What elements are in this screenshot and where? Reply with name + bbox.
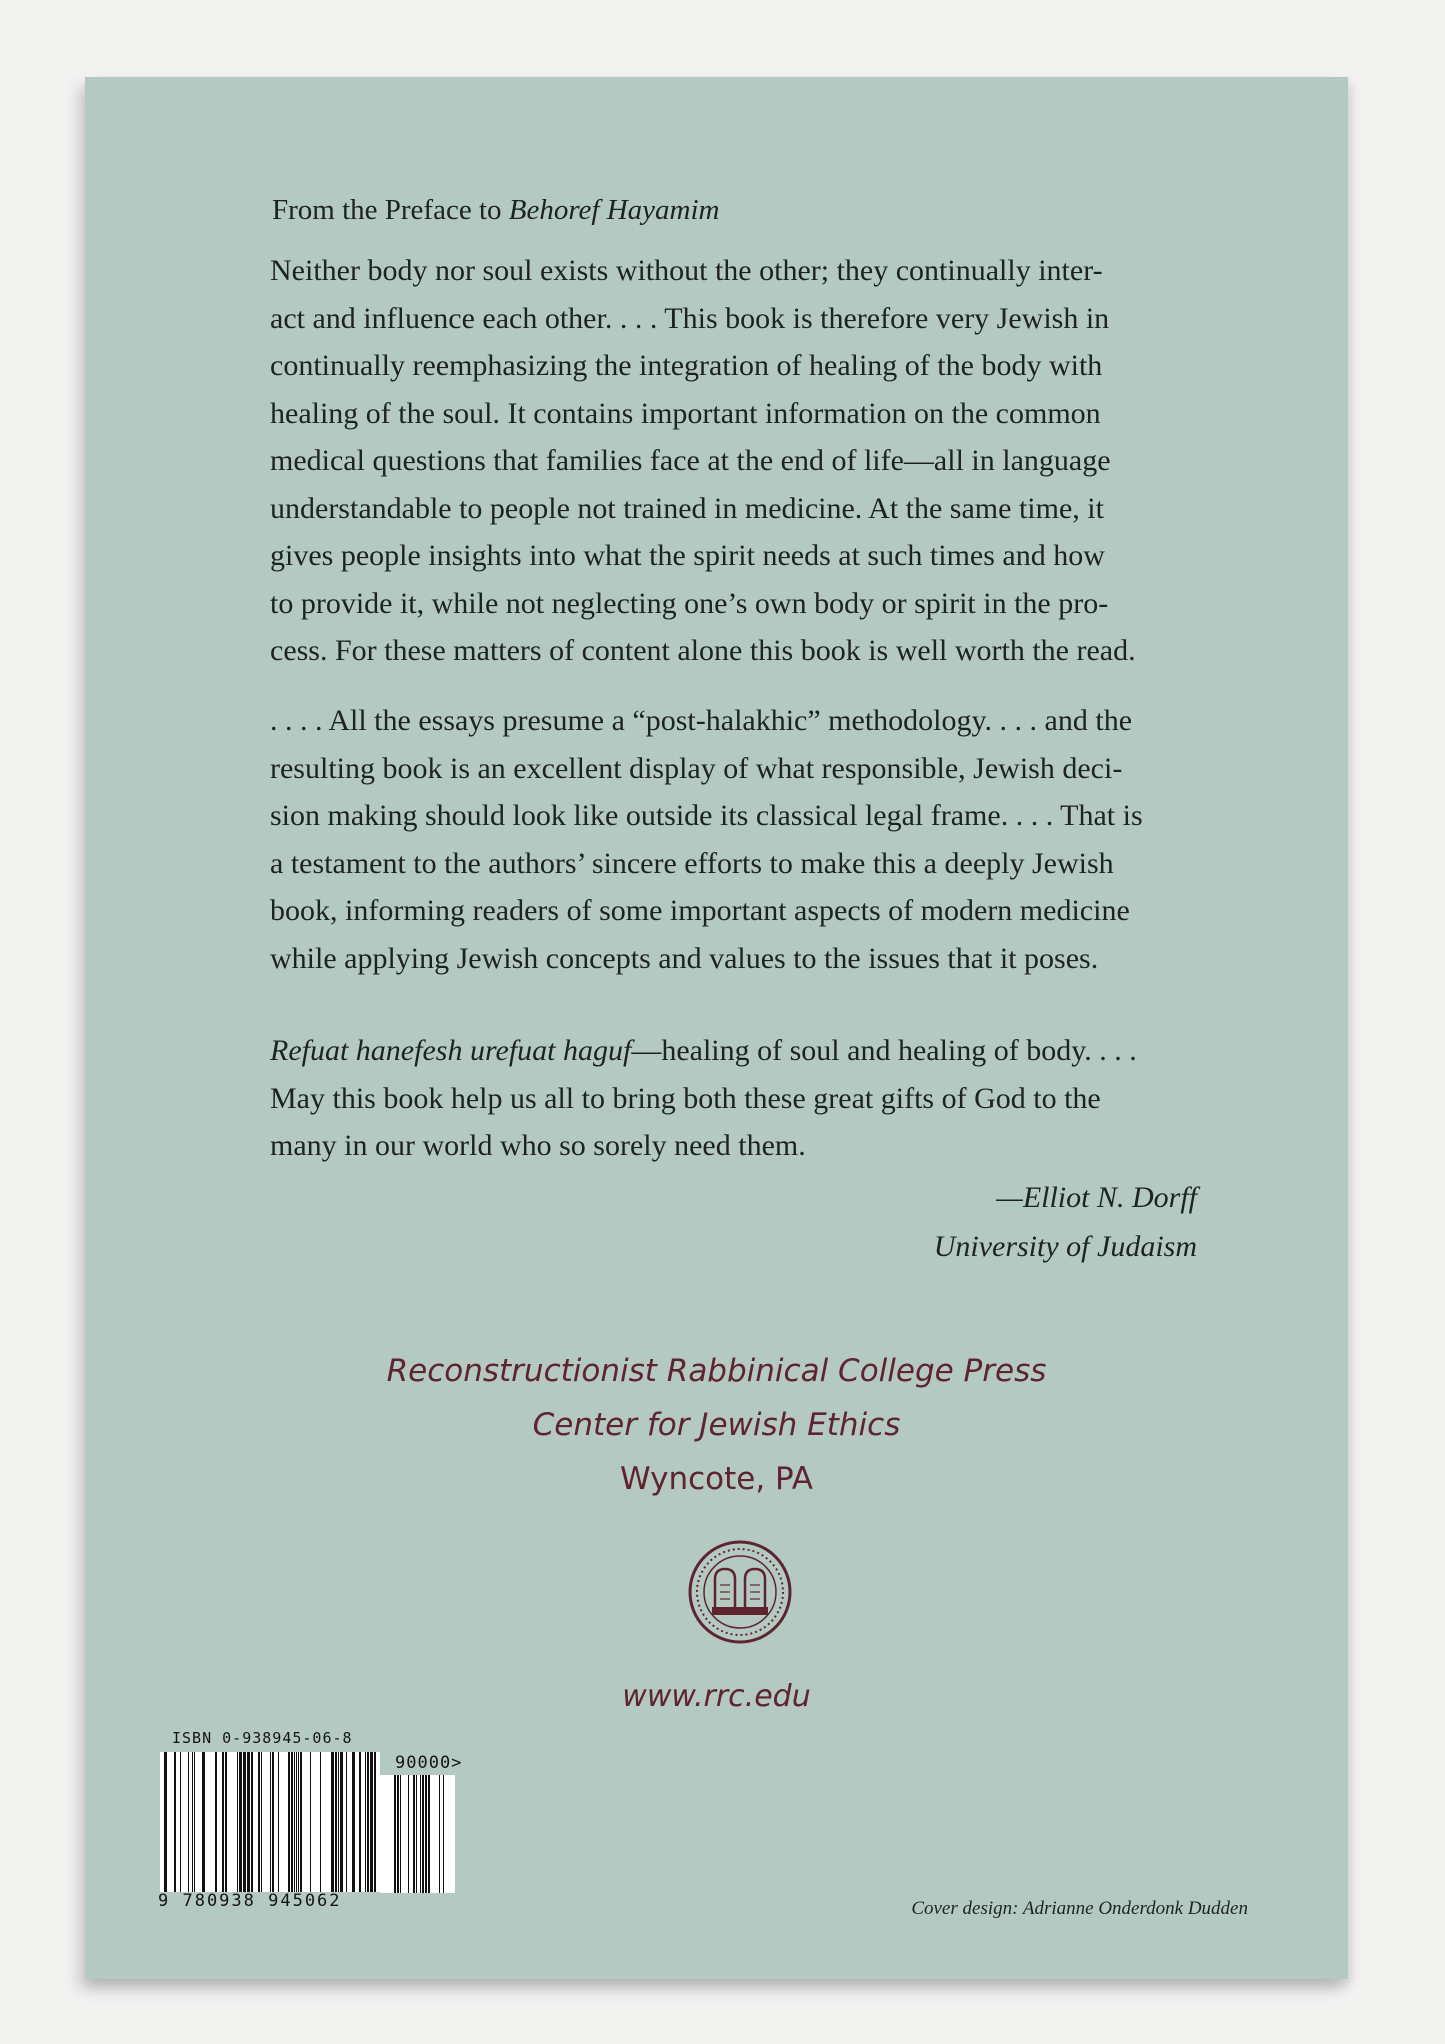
barcode-bar [270,1752,271,1892]
barcode-bar [352,1752,355,1892]
paragraph-line: act and influence each other. . . . This book is therefore very Jewish in [270,301,1110,335]
barcode-bar [338,1752,339,1892]
publisher-location: Wyncote, PA [620,1461,813,1497]
barcode-bar [251,1752,253,1892]
barcode-bar [215,1752,217,1892]
book-back-cover [85,77,1348,1979]
quote-paragraph-1 [270,247,1320,675]
barcode-bar [374,1752,376,1892]
paragraph-line: sion making should look like outside its classical legal frame. . . . That is [270,799,1143,832]
barcode-bar [291,1752,293,1892]
barcode-bar [408,1775,409,1893]
barcode-bar [261,1752,262,1892]
barcode-bar [425,1775,427,1893]
paragraph-line: gives people insights into what the spirit needs at such times and how [270,539,1105,572]
barcode-bar [296,1752,297,1892]
paragraph-line: healing of the soul. It contains important information on the common [270,396,1101,430]
barcode-bar [359,1752,361,1892]
price-barcode [380,1775,455,1893]
barcode-digits: 9 780938 945062 [158,1891,342,1911]
barcode-bar [428,1775,430,1893]
paragraph-line: continually reemphasizing the integration of healing of the body with [270,349,1103,382]
paragraph-line-rest: —healing of soul and healing of body. . . . [631,1034,1137,1067]
publisher-center: Center for Jewish Ethics [532,1407,901,1443]
quote-paragraph-2 [270,697,1320,982]
barcode-bar [180,1752,181,1892]
barcode-bar [272,1752,274,1892]
barcode-bar [243,1752,246,1892]
paragraph-line: to provide it, while not neglecting one’s own body or spirit in the pro- [270,586,1109,620]
barcode-bar [346,1752,347,1892]
paragraph-line: many in our world who so sorely need them. [270,1129,806,1162]
paragraph-line: while applying Jewish concepts and values to the issues that it poses. [270,941,1099,975]
publisher-name: Reconstructionist Rabbinical College Press [386,1353,1047,1389]
barcode-bar [237,1752,238,1892]
barcode-bar [340,1752,343,1892]
quote-paragraph-3 [270,1027,1320,1170]
barcode-bar [310,1752,311,1892]
preface-heading-prefix: From the Preface to [272,194,509,226]
barcode-bar [400,1775,401,1893]
barcode-bar [288,1752,290,1892]
preface-heading-title: Behoref Hayamim [508,194,720,226]
barcode-bar [174,1752,176,1892]
barcode-bar [420,1775,421,1893]
isbn-barcode [160,1752,380,1892]
barcode-bar [331,1752,334,1892]
isbn-label: ISBN 0-938945-06-8 [172,1729,353,1747]
paragraph-line: May this book help us all to bring both these great gifts of God to the [270,1081,1101,1115]
paragraph-line [270,1027,1320,1075]
barcode-bar [439,1775,440,1893]
barcode-bar [443,1775,444,1893]
paragraph-line: medical questions that families face at the end of life—all in language [270,444,1111,477]
website-url: www.rrc.edu [622,1679,811,1714]
cover-design-credit: Cover design: Adrianne Onderdonk Dudden [911,1898,1248,1919]
barcode-bar [394,1775,396,1893]
barcode-bar [298,1752,299,1892]
attribution-institution: University of Judaism [933,1230,1197,1263]
barcode-bar [222,1752,224,1892]
barcode-bar [192,1752,193,1892]
college-seal-icon [685,1537,795,1647]
barcode-bar [300,1752,302,1892]
barcode-addon-code: 90000> [395,1753,463,1773]
paragraph-line: Neither body nor soul exists without the other; they continually inter- [270,254,1103,287]
barcode-bar [202,1752,205,1892]
barcode-bar [370,1752,373,1892]
barcode-bar [188,1752,189,1892]
paragraph-line: book, informing readers of some important aspects of modern medicine [270,894,1130,927]
barcode-bar [365,1752,366,1892]
barcode-bar [258,1752,260,1892]
barcode-bar [413,1775,415,1893]
barcode-bar [367,1752,369,1892]
preface-heading [272,190,720,230]
barcode-bar [164,1752,167,1892]
paragraph-line: understandable to people not trained in medicine. At the same time, it [270,491,1104,525]
barcode-bar [416,1775,417,1893]
paragraph-line: a testament to the authors’ sincere efforts to make this a deeply Jewish [270,846,1114,880]
paragraph-line: resulting book is an excellent display of what responsible, Jewish deci- [270,751,1123,785]
attribution-name: —Elliot N. Dorff [996,1181,1197,1214]
paragraph-line: cess. For these matters of content alone this book is well worth the read. [270,634,1136,667]
hebrew-phrase: Refuat hanefesh urefuat haguf [270,1034,632,1067]
barcode-bar [422,1775,424,1893]
paragraph-line: . . . . All the essays presume a “post-halakhic” methodology. . . . and the [270,704,1133,737]
barcode-bar [247,1752,250,1892]
barcode-bar [320,1752,321,1892]
barcode-bar [278,1752,279,1892]
barcode-bar [239,1752,242,1892]
barcode-bar [194,1752,195,1892]
barcode-bar [294,1752,295,1892]
barcode-bar [397,1775,399,1893]
barcode-bar [225,1752,227,1892]
barcode-bar [335,1752,337,1892]
